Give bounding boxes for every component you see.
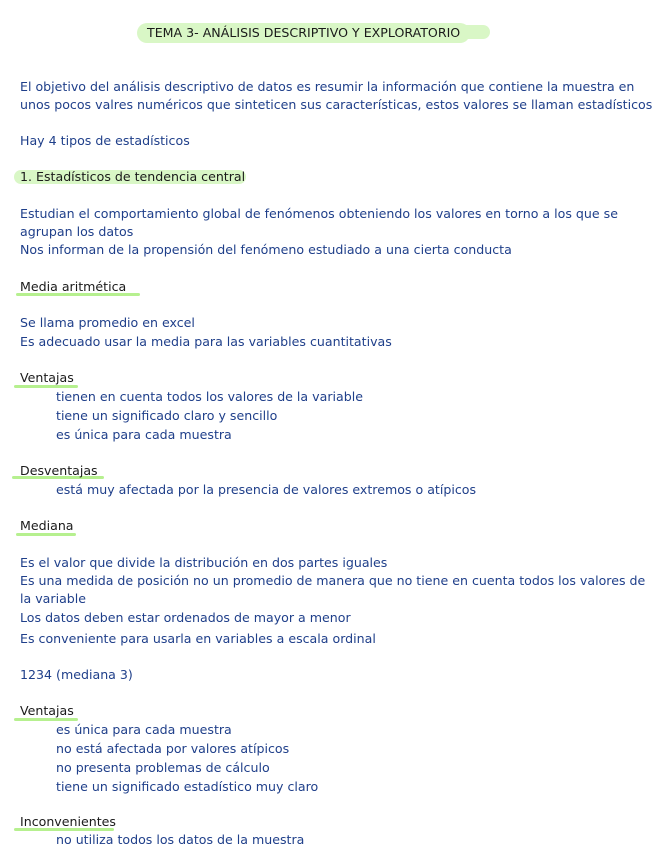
mediana-line-1: Es el valor que divide la distribución en dos partes iguales (20, 555, 388, 570)
types-line: Hay 4 tipos de estadísticos (20, 133, 190, 148)
mediana-inconvenientes-heading: Inconvenientes (20, 814, 116, 829)
mediana-ventaja-1: es única para cada muestra (56, 722, 232, 737)
media-desventaja-1: está muy afectada por la presencia de valores extremos o atípicos (56, 482, 477, 497)
intro-line-2: unos pocos valres numéricos que sinteticen sus características, estos valores se llaman estadísticos (20, 97, 653, 112)
media-ventaja-3: es única para cada muestra (56, 427, 232, 442)
page-title: TEMA 3- ANÁLISIS DESCRIPTIVO Y EXPLORATORIO (137, 23, 470, 43)
mediana-line-2: Es una medida de posición no un promedio de manera que no tiene en cuenta todos los valores de (20, 573, 646, 588)
media-ventaja-1: tienen en cuenta todos los valores de la variable (56, 389, 363, 404)
intro-line-1: El objetivo del análisis descriptivo de datos es resumir la información que contiene la muestra en (20, 79, 635, 94)
media-line-1: Se llama promedio en excel (20, 315, 195, 330)
mediana-heading: Mediana (20, 518, 74, 533)
media-desventajas-heading: Desventajas (20, 463, 98, 478)
mediana-ventaja-2: no está afectada por valores atípicos (56, 741, 290, 756)
section1-heading: 1. Estadísticos de tendencia central (20, 169, 246, 184)
mediana-ventaja-3: no presenta problemas de cálculo (56, 760, 270, 775)
mediana-ventajas-heading: Ventajas (20, 703, 74, 718)
mediana-inconveniente-1: no utiliza todos los datos de la muestra (56, 832, 305, 847)
section1-line-3: Nos informan de la propensión del fenómeno estudiado a una cierta conducta (20, 242, 512, 257)
media-heading: Media aritmética (20, 279, 127, 294)
mediana-line-5: Es conveniente para usarla en variables a escala ordinal (20, 631, 376, 646)
mediana-example: 1234 (mediana 3) (20, 667, 133, 682)
media-line-2: Es adecuado usar la media para las variables cuantitativas (20, 334, 392, 349)
media-ventaja-2: tiene un significado claro y sencillo (56, 408, 278, 423)
section1-line-1: Estudian el comportamiento global de fenómenos obteniendo los valores en torno a los que se (20, 206, 618, 221)
media-ventajas-heading: Ventajas (20, 370, 74, 385)
mediana-ventaja-4: tiene un significado estadístico muy claro (56, 779, 319, 794)
mediana-line-4: Los datos deben estar ordenados de mayor a menor (20, 610, 351, 625)
mediana-line-3: la variable (20, 591, 87, 606)
section1-line-2: agrupan los datos (20, 224, 134, 239)
